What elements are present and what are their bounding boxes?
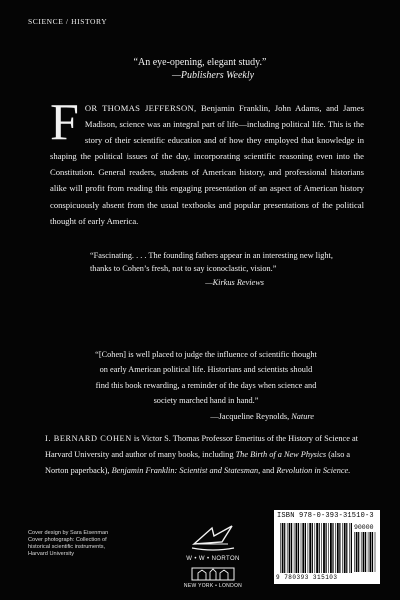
isbn-number: ISBN 978-0-393-31510-3 <box>277 512 374 520</box>
bio-title-1: The Birth of a New Physics <box>235 449 327 459</box>
cover-credits <box>28 530 168 558</box>
author-name: I. BERNARD COHEN <box>45 434 132 443</box>
quote-source-name: —Jacqueline Reynolds, <box>210 411 290 421</box>
publisher-logo <box>183 522 243 594</box>
quote-source: —Publishers Weekly <box>171 70 255 81</box>
quote-source: —Kirkus Reviews <box>205 278 264 288</box>
quote-text: “[Cohen] is well placed to judge the influence of scientific thought on early American political life. Historians and scientists should find this book rewarding, a reminder of the days when science and society marched hand in hand.” <box>95 350 317 406</box>
quote-text: “An eye-opening, elegant study.” <box>133 57 267 68</box>
isbn-barcode <box>274 510 380 584</box>
credit-line: Cover design by Sara Eisenman <box>28 530 109 536</box>
quote-nature <box>92 347 320 424</box>
description-text: Benjamin Franklin, John Adams, and James Madison, science was an integral part of life—including political life. This is the story of their scientific education and of how they employed that knowledge in shaping the political issues of the day, incorporating scientific reasoning even into the Constitution. General readers, students of American history, and professional historians alike will profit from reading this engaging presentation of an aspect of American history conspicuously absent from the usual textbooks and popular presentations of the political thought of early America. <box>50 103 365 226</box>
barcode-digits: 9 780393 315103 <box>276 574 338 581</box>
credit-line: historical scientific instruments, <box>28 544 106 550</box>
publisher-wordmark: W • W • NORTON <box>186 556 240 562</box>
bio-text-2: (also a Norton paperback), <box>45 449 351 475</box>
barcode-bars <box>280 523 352 573</box>
quote-text: “Fascinating. . . . The founding fathers appear in an interesting new light, thanks to Cohen’s fresh, not to say iconoclastic, vision.” <box>90 251 333 274</box>
bio-title-3: Revolution in Science. <box>276 465 351 475</box>
barcode-addon-bars <box>354 532 376 572</box>
quote-publishers-weekly <box>0 56 400 82</box>
quote-kirkus <box>90 249 340 290</box>
bio-text-3: and <box>260 465 277 475</box>
category-label: SCIENCE / HISTORY <box>28 17 108 26</box>
book-description <box>50 94 365 229</box>
author-bio <box>45 431 365 478</box>
credit-line: Harvard University <box>28 551 75 557</box>
quote-source <box>92 409 320 424</box>
credit-line: Cover photograph: Collection of <box>28 537 107 543</box>
sailboat-icon <box>188 522 238 556</box>
publisher-city: NEW YORK • LONDON <box>183 583 243 589</box>
price-code: 90000 <box>354 524 374 531</box>
drop-cap: F <box>50 94 79 151</box>
bio-title-2: Benjamin Franklin: Scientist and Statesman, <box>111 465 261 475</box>
lead-in: OR THOMAS JEFFERSON, <box>84 103 197 113</box>
bio-text-1: is Victor S. Thomas Professor Emeritus of the History of Science at Harvard University and author of many books, including <box>45 434 358 459</box>
tower-icon <box>188 566 238 582</box>
quote-source-publication: Nature <box>291 411 314 421</box>
